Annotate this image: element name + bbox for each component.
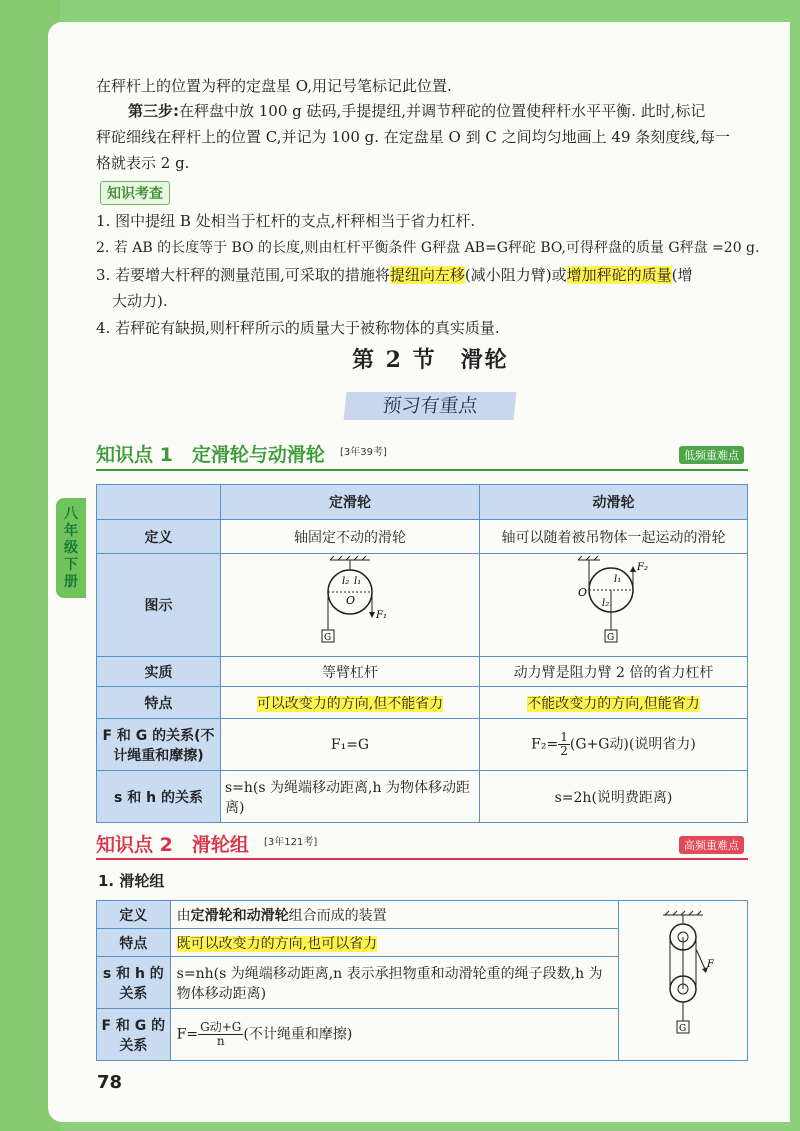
kp2-frequency: [3年121考] [264,837,318,848]
check-item: 1. 图中提纽 B 处相当于杠杆的支点,杆秤相当于省力杠杆. [96,212,476,230]
text-line: 格就表示 2 g. [96,154,190,172]
fixed-pulley-figure [221,554,480,657]
svg-text:F₂: F₂ [636,562,648,573]
kp1-rule [96,469,748,471]
check-item: 大动力). [112,292,168,310]
kp2-rule [96,858,748,860]
label-l1: l₁ [354,576,362,587]
knowledge-check-tag: 知识考查 [100,181,170,205]
svg-text:l₂: l₂ [601,598,609,609]
text-line: 在秤杆上的位置为秤的定盘星 O,用记号笔标记此位置. [96,77,452,95]
pulley-block-table: 定义 由定滑轮和动滑轮组合而成的装置 F G 特点 既可以改变力的方向,也可以省力 s 和 h 的关系 s=nh(s 为绳端移动距离,n 表示承担物重和动滑轮重的绳子段数,h 为物体移动距离) F 和 G 的关系 F= $\frac{\text{G动+G}}{n}$ (不计绳重和摩擦) [96,900,748,1061]
label-f: F [707,958,715,970]
text-line: 第三步:在秤盘中放 100 g 砝码,手提提纽,并调节秤砣的位置使秤杆水平平衡. 此时,标记 [128,102,706,120]
check-item: 3. 若要增大杆秤的测量范围,可采取的措施将提纽向左移(减小阻力臂)或增加秤砣的质量(增 [96,266,693,284]
check-item: 4. 若秤砣有缺损,则杆秤所示的质量大于被称物体的真实质量. [96,319,500,337]
pulley-table: 定滑轮 动滑轮 定义 轴固定不动的滑轮 轴可以随着被吊物体一起运动的滑轮 图示 l₂ l₁ O F₁ G l₁ l₂ O F₂ G 实质 等臂杠杆 动力臂是阻力臂 2 倍的省力杠杆 特点 可以改变力的方向,但不能省力 不能改变力的方向,但能省力 F 和 G 的关系(不计绳重和摩擦) F₁=G F₂= $\frac{1}{2}$ (G+G动)(说明省力) s 和 h 的关系 s=h(s 为绳端移动距离,h 为物体移动距离) s=2h(说明费距离) [96,484,748,823]
pulley-block-figure [619,901,748,1061]
svg-text:G: G [606,633,614,643]
kp2-badge: 高频重难点 [679,836,744,854]
preview-banner: 预习有重点 [345,392,515,422]
movable-pulley-diagram [544,556,684,650]
grade-side-tab: 八 年 级 下 册 [56,498,86,598]
svg-text:O: O [577,586,587,599]
label-g: G [324,633,332,643]
subheading: 1. 滑轮组 [98,872,165,890]
movable-pulley-figure [480,554,748,657]
pulley-block-diagram [643,909,723,1049]
label-l2: l₂ [342,576,350,587]
label-f1: F₁ [376,610,387,621]
kp1-badge: 低频重难点 [679,446,744,464]
text-line: 秤砣细线在秤杆上的位置 C,并记为 100 g. 在定盘星 O 到 C 之间均匀地画上 49 条刻度线,每一 [96,128,731,146]
label-g: G [679,1023,687,1034]
label-o: O [346,594,356,607]
check-item: 2. 若 AB 的长度等于 BO 的长度,则由杠杆平衡条件 G秤盘 AB=G秤砣 BO,可得秤盘的质量 G秤盘 =20 g. [96,240,760,256]
fixed-pulley-diagram [290,556,410,650]
section-title: 第 2 节 滑轮 [352,347,509,373]
svg-text:l₁: l₁ [613,574,621,585]
page-number: 78 [97,1072,123,1093]
knowledge-point-1-title: 知识点 1 定滑轮与动滑轮 [96,444,325,466]
knowledge-point-2-title: 知识点 2 滑轮组 [96,834,249,856]
kp1-frequency: [3年39考] [340,447,387,458]
